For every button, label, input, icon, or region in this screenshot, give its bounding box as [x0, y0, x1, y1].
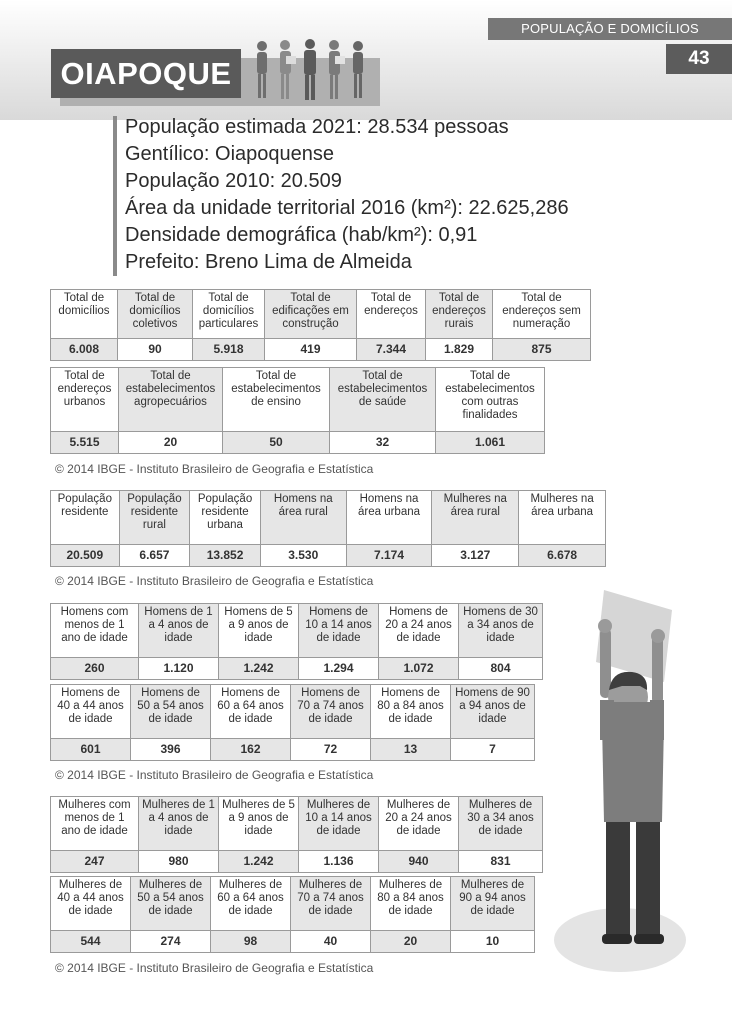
table-value-cell: 1.242	[219, 658, 299, 680]
table-header-cell: Homens de 70 a 74 anos de idade	[291, 685, 371, 739]
table-header-cell: Homens de 60 a 64 anos de idade	[211, 685, 291, 739]
city-title: OIAPOQUE	[51, 49, 241, 98]
table-header-cell: Total de endereços	[357, 290, 426, 339]
table-header-cell: Mulheres na área urbana	[519, 491, 606, 545]
table-header-cell: Total de estabelecimentos com outras finalidades	[436, 368, 545, 432]
table-header-cell: Total de endereços sem numeração	[493, 290, 591, 339]
section-title: POPULAÇÃO E DOMICÍLIOS	[488, 18, 732, 40]
table-value-cell: 1.136	[299, 851, 379, 873]
table-value-cell: 875	[493, 339, 591, 361]
table-value-cell: 1.294	[299, 658, 379, 680]
table-header-cell: Mulheres de 1 a 4 anos de idade	[139, 797, 219, 851]
table-value-cell: 980	[139, 851, 219, 873]
table-header-cell: Homens de 90 a 94 anos de idade	[451, 685, 535, 739]
table-value-cell: 7.174	[346, 545, 432, 567]
table-header-cell: Mulheres de 90 a 94 anos de idade	[451, 877, 535, 931]
table-value-cell: 1.120	[139, 658, 219, 680]
summary-line: Densidade demográfica (hab/km²): 0,91	[125, 224, 478, 246]
table-header-cell: Homens de 20 a 24 anos de idade	[379, 604, 459, 658]
table-header-cell: Homens na área urbana	[346, 491, 432, 545]
women-age-table-2	[50, 876, 535, 953]
summary-line: Prefeito: Breno Lima de Almeida	[125, 251, 412, 273]
table-value-cell: 10	[451, 931, 535, 953]
table-value-cell: 98	[211, 931, 291, 953]
table-header-cell: Homens de 50 a 54 anos de idade	[131, 685, 211, 739]
table-header-cell: Total de domicílios	[51, 290, 118, 339]
summary-accent-bar	[113, 116, 117, 276]
table-header-cell: Mulheres de 70 a 74 anos de idade	[291, 877, 371, 931]
table-header-cell: Homens de 80 a 84 anos de idade	[371, 685, 451, 739]
table-value-cell: 40	[291, 931, 371, 953]
table-value-cell: 3.127	[432, 545, 519, 567]
table-value-cell: 20	[371, 931, 451, 953]
households-table	[50, 289, 591, 361]
table-value-cell: 940	[379, 851, 459, 873]
summary-line: Área da unidade territorial 2016 (km²): 22.625,286	[125, 197, 569, 219]
table-header-cell: Mulheres com menos de 1 ano de idade	[51, 797, 139, 851]
municipality-summary	[113, 114, 673, 276]
table-header-cell: Total de edificações em construção	[265, 290, 357, 339]
men-age-table-2	[50, 684, 535, 761]
table-header-cell: Total de estabelecimentos de ensino	[223, 368, 330, 432]
table-value-cell: 601	[51, 739, 131, 761]
table-header-cell: Total de estabelecimentos agropecuários	[119, 368, 223, 432]
table-header-cell: Homens de 10 a 14 anos de idade	[299, 604, 379, 658]
table-value-cell: 5.918	[193, 339, 265, 361]
table-value-cell: 3.530	[260, 545, 346, 567]
table-value-cell: 20	[119, 432, 223, 454]
table-value-cell: 7.344	[357, 339, 426, 361]
table-header-cell: População residente	[51, 491, 120, 545]
table-value-cell: 831	[459, 851, 543, 873]
copyright-note: © 2014 IBGE - Instituto Brasileiro de Geografia e Estatística	[55, 574, 374, 588]
population-table	[50, 490, 606, 567]
copyright-note: © 2014 IBGE - Instituto Brasileiro de Geografia e Estatística	[55, 961, 374, 975]
men-age-table-1	[50, 603, 543, 680]
table-header-cell: Homens de 5 a 9 anos de idade	[219, 604, 299, 658]
table-header-cell: Mulheres na área rural	[432, 491, 519, 545]
table-value-cell: 72	[291, 739, 371, 761]
table-header-cell: Mulheres de 50 a 54 anos de idade	[131, 877, 211, 931]
table-header-cell: Total de domicílios particulares	[193, 290, 265, 339]
table-value-cell: 1.072	[379, 658, 459, 680]
table-value-cell: 1.829	[426, 339, 493, 361]
table-value-cell: 544	[51, 931, 131, 953]
table-header-cell: Mulheres de 10 a 14 anos de idade	[299, 797, 379, 851]
table-value-cell: 804	[459, 658, 543, 680]
table-value-cell: 6.678	[519, 545, 606, 567]
table-header-cell: Total de endereços rurais	[426, 290, 493, 339]
table-header-cell: Homens de 40 a 44 anos de idade	[51, 685, 131, 739]
table-value-cell: 13.852	[190, 545, 261, 567]
table-value-cell: 90	[118, 339, 193, 361]
table-header-cell: População residente urbana	[190, 491, 261, 545]
table-header-cell: Total de endereços urbanos	[51, 368, 119, 432]
table-header-cell: Homens de 1 a 4 anos de idade	[139, 604, 219, 658]
man-holding-sign-illustration	[552, 582, 702, 982]
women-age-table-1	[50, 796, 543, 873]
table-header-cell: Mulheres de 40 a 44 anos de idade	[51, 877, 131, 931]
table-header-cell: Mulheres de 60 a 64 anos de idade	[211, 877, 291, 931]
table-header-cell: Homens na área rural	[260, 491, 346, 545]
table-value-cell: 13	[371, 739, 451, 761]
table-value-cell: 419	[265, 339, 357, 361]
table-header-cell: Homens de 30 a 34 anos de idade	[459, 604, 543, 658]
summary-line: População 2010: 20.509	[125, 170, 342, 192]
page-number: 43	[666, 44, 732, 74]
table-value-cell: 50	[223, 432, 330, 454]
people-illustration	[250, 36, 380, 104]
table-value-cell: 20.509	[51, 545, 120, 567]
summary-line: Gentílico: Oiapoquense	[125, 143, 335, 165]
table-header-cell: Total de domicílios coletivos	[118, 290, 193, 339]
table-value-cell: 32	[330, 432, 436, 454]
table-value-cell: 274	[131, 931, 211, 953]
table-header-cell: Total de estabelecimentos de saúde	[330, 368, 436, 432]
table-value-cell: 1.242	[219, 851, 299, 873]
table-value-cell: 162	[211, 739, 291, 761]
table-value-cell: 6.657	[119, 545, 190, 567]
table-value-cell: 7	[451, 739, 535, 761]
table-header-cell: Mulheres de 80 a 84 anos de idade	[371, 877, 451, 931]
establishments-table	[50, 367, 545, 454]
copyright-note: © 2014 IBGE - Instituto Brasileiro de Geografia e Estatística	[55, 768, 374, 782]
table-header-cell: Mulheres de 20 a 24 anos de idade	[379, 797, 459, 851]
table-value-cell: 1.061	[436, 432, 545, 454]
summary-line: População estimada 2021: 28.534 pessoas	[125, 116, 509, 138]
table-value-cell: 6.008	[51, 339, 118, 361]
copyright-note: © 2014 IBGE - Instituto Brasileiro de Geografia e Estatística	[55, 462, 374, 476]
table-value-cell: 260	[51, 658, 139, 680]
table-value-cell: 396	[131, 739, 211, 761]
table-value-cell: 5.515	[51, 432, 119, 454]
table-header-cell: Mulheres de 30 a 34 anos de idade	[459, 797, 543, 851]
table-value-cell: 247	[51, 851, 139, 873]
table-header-cell: População residente rural	[119, 491, 190, 545]
table-header-cell: Mulheres de 5 a 9 anos de idade	[219, 797, 299, 851]
table-header-cell: Homens com menos de 1 ano de idade	[51, 604, 139, 658]
